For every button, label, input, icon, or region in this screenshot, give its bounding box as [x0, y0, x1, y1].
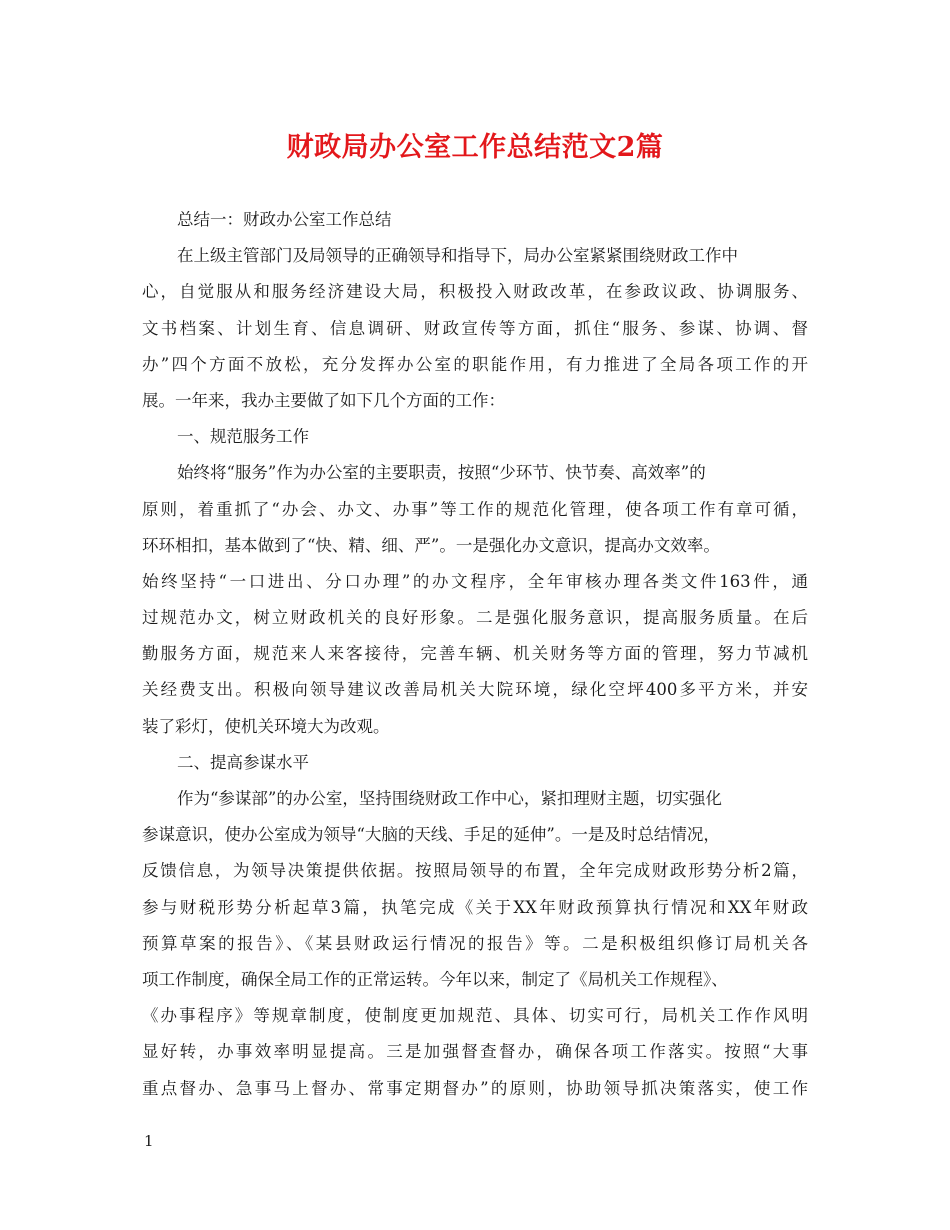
text-line: 参与财税形势分析起草3篇，执笔完成《关于XX年财政预算执行情况和XX年财政 — [142, 897, 808, 917]
text-line: 在上级主管部门及局领导的正确领导和指导下，局办公室紧紧围绕财政工作中 — [177, 246, 738, 266]
document-body — [0, 202, 950, 1107]
text-line: 项工作制度，确保全局工作的正常运转。今年以来，制定了《局机关工作规程》、 — [142, 969, 728, 989]
page-number: 1 — [144, 1132, 154, 1150]
text-line: 办”四个方面不放松，充分发挥办公室的职能作用，有力推进了全局各项工作的开 — [142, 354, 808, 374]
text-line: 二、提高参谋水平 — [177, 752, 309, 772]
text-line: 参谋意识，使办公室成为领导“大脑的天线、手足的延伸”。一是及时总结情况， — [142, 825, 720, 845]
text-line: 始终坚持“一口进出、分口办理”的办文程序，全年审核办理各类文件163件，通 — [142, 571, 808, 591]
text-line: 关经费支出。积极向领导建议改善局机关大院环境，绿化空坪400多平方米，并安 — [142, 680, 808, 700]
text-line: 原则，着重抓了“办会、办文、办事”等工作的规范化管理，使各项工作有章可循， — [142, 499, 808, 519]
text-line: 一、规范服务工作 — [177, 427, 309, 447]
text-line: 作为“参谋部”的办公室，坚持围绕财政工作中心，紧扣理财主题，切实强化 — [177, 789, 722, 808]
text-line: 反馈信息，为领导决策提供依据。按照局领导的布置，全年完成财政形势分析2篇， — [142, 861, 808, 881]
text-line: 装了彩灯，使机关环境大为改观。 — [142, 716, 390, 736]
text-line: 预算草案的报告》、《某县财政运行情况的报告》等。二是积极组织修订局机关各 — [142, 933, 808, 953]
document-title: 财政局办公室工作总结范文2篇 — [286, 132, 664, 163]
text-line: 环环相扣，基本做到了“快、精、细、严”。一是强化办文意识，提高办文效率。 — [142, 535, 720, 555]
text-line: 总结一：财政办公室工作总结 — [177, 210, 392, 229]
text-line: 文书档案、计划生育、信息调研、财政宣传等方面，抓住“服务、参谋、协调、督 — [142, 318, 808, 338]
text-line: 过规范办文，树立财政机关的良好形象。二是强化服务意识，提高服务质量。在后 — [142, 608, 808, 628]
text-line: 《办事程序》等规章制度，使制度更加规范、具体、切实可行，局机关工作作风明 — [142, 1006, 808, 1026]
text-line: 显好转，办事效率明显提高。三是加强督查督办，确保各项工作落实。按照“大事 — [142, 1042, 808, 1062]
text-line: 心，自觉服从和服务经济建设大局，积极投入财政改革，在参政议政、协调服务、 — [142, 282, 808, 302]
text-line: 重点督办、急事马上督办、常事定期督办”的原则，协助领导抓决策落实，使工作 — [142, 1078, 808, 1098]
text-line: 勤服务方面，规范来人来客接待，完善车辆、机关财务等方面的管理，努力节减机 — [142, 644, 808, 664]
text-line: 展。一年来，我办主要做了如下几个方面的工作： — [142, 390, 505, 410]
text-line: 始终将“服务”作为办公室的主要职责，按照“少环节、快节奏、高效率”的 — [177, 463, 706, 483]
